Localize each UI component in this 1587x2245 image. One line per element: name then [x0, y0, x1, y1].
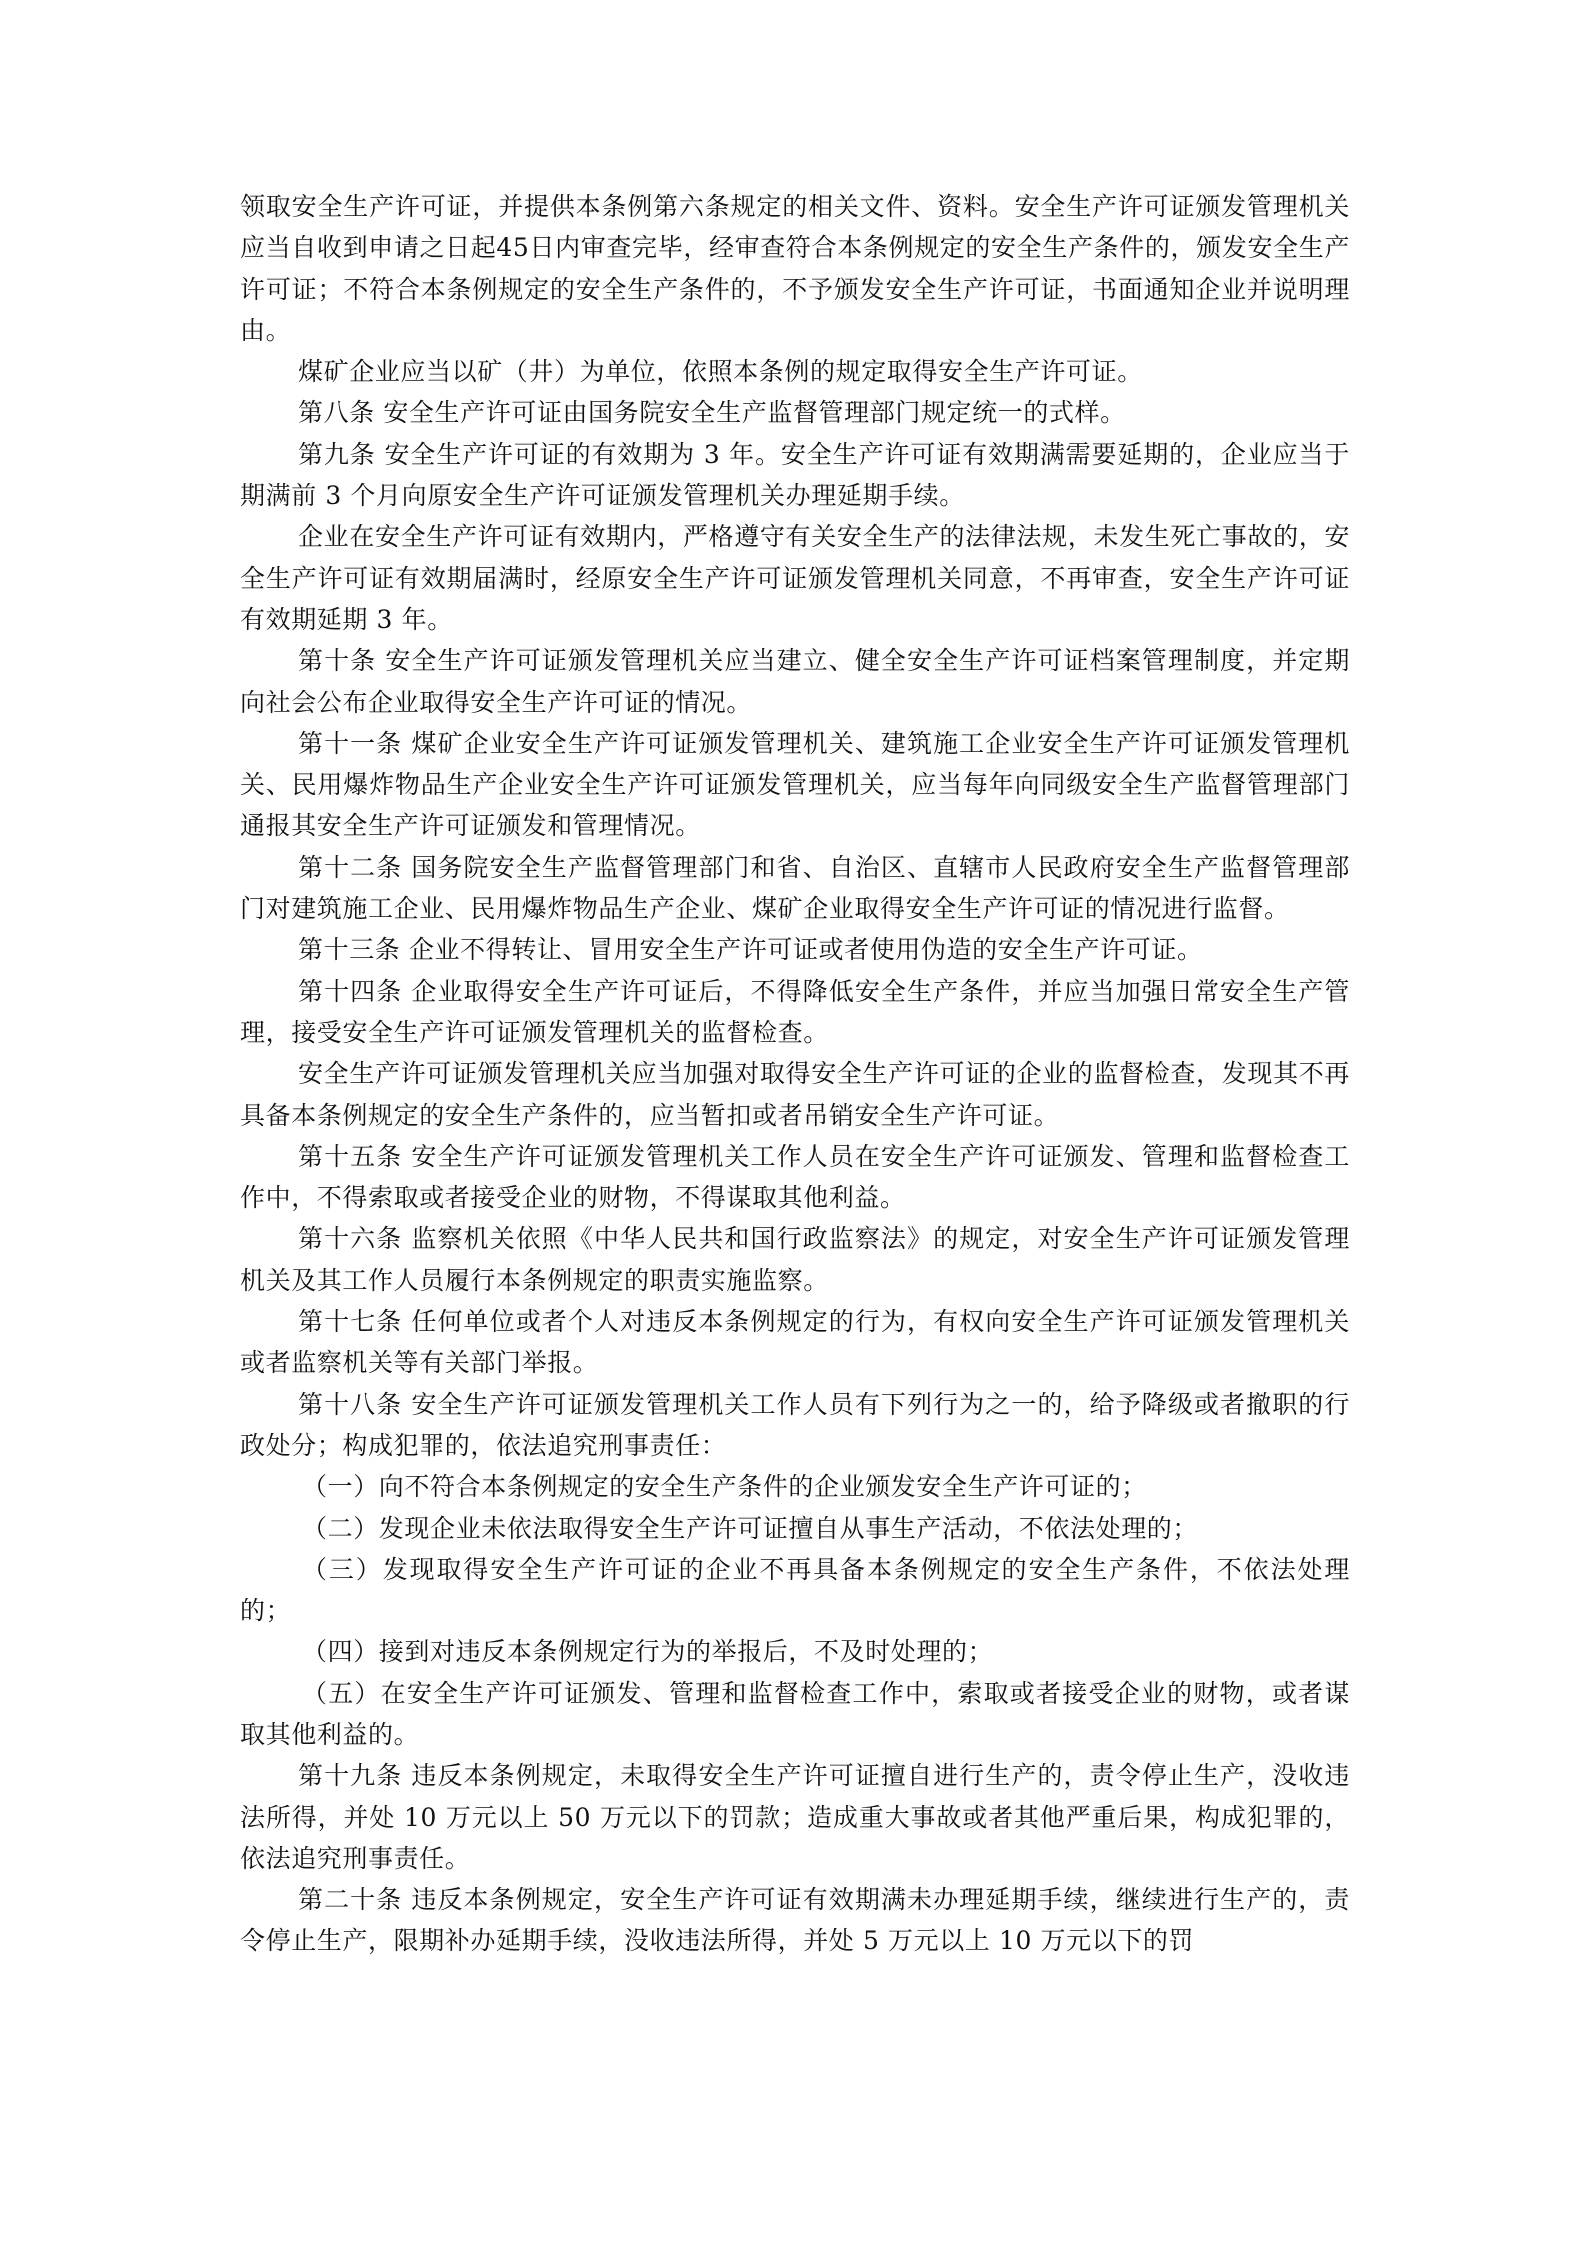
article-14-paragraph-2: 安全生产许可证颁发管理机关应当加强对取得安全生产许可证的企业的监督检查，发现其不再具备本条例规定的安全生产条件的，应当暂扣或者吊销安全生产许可证。 — [240, 1059, 1350, 1130]
article-16: 第十六条 监察机关依照《中华人民共和国行政监察法》的规定，对安全生产许可证颁发管理机关及其工作人员履行本条例规定的职责实施监察。 — [240, 1224, 1350, 1295]
article-19: 第十九条 违反本条例规定，未取得安全生产许可证擅自进行生产的，责令停止生产，没收违法所得，并处 10 万元以上 50 万元以下的罚款；造成重大事故或者其他严重后果，构成犯罪的，依法追究刑事责任。 — [240, 1761, 1350, 1873]
article-17: 第十七条 任何单位或者个人对违反本条例规定的行为，有权向安全生产许可证颁发管理机关或者监察机关等有关部门举报。 — [240, 1307, 1350, 1378]
article-9: 第九条 安全生产许可证的有效期为 3 年。安全生产许可证有效期满需要延期的，企业应当于期满前 3 个月向原安全生产许可证颁发管理机关办理延期手续。 — [240, 439, 1350, 511]
article-11: 第十一条 煤矿企业安全生产许可证颁发管理机关、建筑施工企业安全生产许可证颁发管理机关、民用爆炸物品生产企业安全生产许可证颁发管理机关，应当每年向同级安全生产监督管理部门通报其安全生产许可证颁发和管理情况。 — [240, 728, 1350, 841]
document-body — [240, 186, 1350, 1962]
article-13: 第十三条 企业不得转让、冒用安全生产许可证或者使用伪造的安全生产许可证。 — [298, 935, 1203, 965]
article-18-item-1: （一）向不符合本条例规定的安全生产条件的企业颁发安全生产许可证的； — [302, 1472, 1147, 1502]
article-10: 第十条 安全生产许可证颁发管理机关应当建立、健全安全生产许可证档案管理制度，并定期向社会公布企业取得安全生产许可证的情况。 — [240, 646, 1350, 717]
article-18-item-2: （二）发现企业未依法取得安全生产许可证擅自从事生产活动，不依法处理的； — [302, 1513, 1199, 1543]
article-14: 第十四条 企业取得安全生产许可证后，不得降低安全生产条件，并应当加强日常安全生产管理，接受安全生产许可证颁发管理机关的监督检查。 — [240, 976, 1350, 1047]
article-8: 第八条 安全生产许可证由国务院安全生产监督管理部门规定统一的式样。 — [298, 398, 1126, 428]
article-18: 第十八条 安全生产许可证颁发管理机关工作人员有下列行为之一的，给予降级或者撤职的行政处分；构成犯罪的，依法追究刑事责任： — [240, 1389, 1350, 1460]
article-20: 第二十条 违反本条例规定，安全生产许可证有效期满未办理延期手续，继续进行生产的，责令停止生产，限期补办延期手续，没收违法所得，并处 5 万元以上 10 万元以下的罚 — [240, 1885, 1350, 1956]
paragraph-coal-mine: 煤矿企业应当以矿（井）为单位，依照本条例的规定取得安全生产许可证。 — [298, 357, 1143, 387]
article-18-item-3: （三）发现取得安全生产许可证的企业不再具备本条例规定的安全生产条件，不依法处理的； — [240, 1554, 1350, 1626]
article-18-item-4: （四）接到对违反本条例规定行为的举报后，不及时处理的； — [302, 1637, 994, 1667]
paragraph-continuation: 领取安全生产许可证，并提供本条例第六条规定的相关文件、资料。安全生产许可证颁发管理机关应当自收到申请之日起45日内审查完毕，经审查符合本条例规定的安全生产条件的，颁发安全生产许可证；不符合本条例规定的安全生产条件的，不予颁发安全生产许可证，书面通知企业并说明理由。 — [240, 192, 1350, 345]
article-18-item-5: （五）在安全生产许可证颁发、管理和监督检查工作中，索取或者接受企业的财物，或者谋取其他利益的。 — [240, 1678, 1350, 1749]
article-12: 第十二条 国务院安全生产监督管理部门和省、自治区、直辖市人民政府安全生产监督管理部门对建筑施工企业、民用爆炸物品生产企业、煤矿企业取得安全生产许可证的情况进行监督。 — [240, 852, 1350, 924]
article-15: 第十五条 安全生产许可证颁发管理机关工作人员在安全生产许可证颁发、管理和监督检查工作中，不得索取或者接受企业的财物，不得谋取其他利益。 — [240, 1141, 1350, 1213]
article-9-paragraph-2: 企业在安全生产许可证有效期内，严格遵守有关安全生产的法律法规，未发生死亡事故的，安全生产许可证有效期届满时，经原安全生产许可证颁发管理机关同意，不再审查，安全生产许可证有效期延期 3 年。 — [240, 522, 1350, 634]
